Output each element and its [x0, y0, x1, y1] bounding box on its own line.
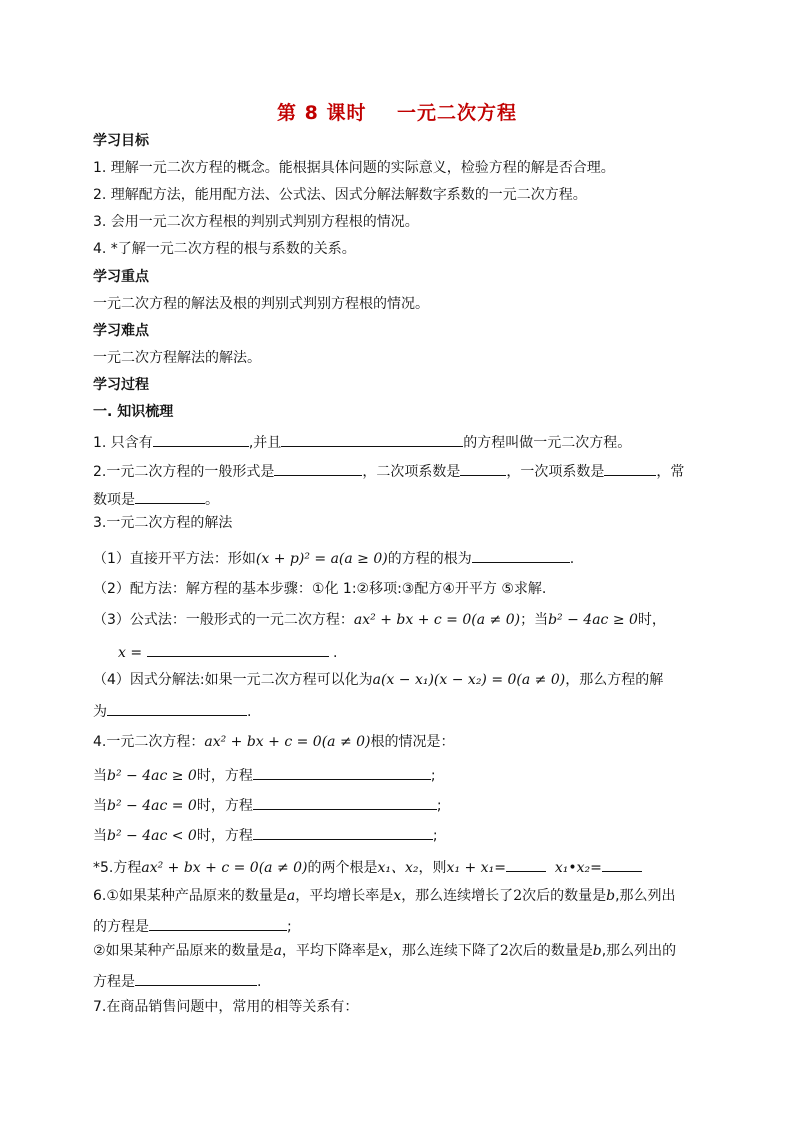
- goal-item-3: 3. 会用一元二次方程根的判别式判别方程根的情况。: [93, 214, 419, 230]
- lesson-number: 第 8 课时: [277, 102, 367, 124]
- q4-case-positive: 当b² − 4ac ≥ 0时，方程 ;: [93, 764, 436, 785]
- blank-q2-general-form[interactable]: [274, 460, 362, 476]
- question-2-cont: 数项是 。: [93, 488, 219, 509]
- blank-q2-quadratic-coef[interactable]: [460, 460, 506, 476]
- equation-m3: ax² + bx + c = 0(a ≠ 0): [353, 612, 521, 628]
- method-3-formula-cont: x = .: [118, 641, 337, 662]
- question-6-part-1-cont: 的方程是 ;: [93, 915, 292, 936]
- blank-q1-b[interactable]: [281, 431, 463, 447]
- question-6-part-1: 6.①如果某种产品原来的数量是a，平均增长率是x，那么连续增长了2次后的数量是b,那么列出: [93, 888, 676, 904]
- question-6-part-2: ②如果某种产品原来的数量是a，平均下降率是x，那么连续下降了2次后的数量是b,那么列出的: [93, 943, 677, 959]
- lesson-topic: 一元二次方程: [396, 102, 517, 124]
- blank-q2-constant[interactable]: [135, 488, 205, 504]
- question-3-heading: 3.一元二次方程的解法: [93, 515, 233, 531]
- blank-root-sum[interactable]: [506, 856, 546, 872]
- blank-m4-solution[interactable]: [107, 700, 247, 716]
- discriminant-condition-m3: b² − 4ac ≥ 0: [548, 612, 638, 628]
- blank-q4-case-2[interactable]: [253, 794, 437, 810]
- equation-q5: ax² + bx + c = 0(a ≠ 0): [141, 860, 308, 876]
- question-2: 2.一元二次方程的一般形式是 ，二次项系数是 ，一次项系数是 ，常: [93, 460, 684, 481]
- blank-q2-linear-coef[interactable]: [604, 460, 656, 476]
- blank-q4-case-1[interactable]: [253, 764, 431, 780]
- question-1: 1. 只含有 ,并且 的方程叫做一元二次方程。: [93, 431, 631, 452]
- blank-quadratic-formula[interactable]: [147, 641, 329, 657]
- question-6-part-2-cont: 方程是 .: [93, 970, 261, 991]
- method-3-formula: （3）公式法：一般形式的一元二次方程：ax² + bx + c = 0(a ≠ 0)；当b² − 4ac ≥ 0时，: [93, 612, 666, 628]
- goal-item-4: 4. *了解一元二次方程的根与系数的关系。: [93, 241, 356, 257]
- blank-q1-a[interactable]: [153, 431, 249, 447]
- equation-m1: (x + p)² = a(a ≥ 0): [255, 551, 388, 567]
- page-title: [0, 98, 794, 125]
- q4-case-negative: 当b² − 4ac < 0时，方程 ;: [93, 824, 438, 845]
- question-7: 7.在商品销售问题中，常用的相等关系有：: [93, 999, 359, 1015]
- question-5: *5.方程ax² + bx + c = 0(a ≠ 0)的两个根是x₁、x₂，则x₁ + x₁= x₁•x₂=: [93, 856, 642, 877]
- goals-heading: 学习目标: [93, 133, 149, 149]
- goal-item-1: 1. 理解一元二次方程的概念。能根据具体问题的实际意义，检验方程的解是否合理。: [93, 160, 615, 176]
- equation-q4: ax² + bx + c = 0(a ≠ 0): [204, 734, 371, 750]
- blank-q4-case-3[interactable]: [253, 824, 433, 840]
- keypoint-heading: 学习重点: [93, 269, 149, 285]
- blank-q6-growth-equation[interactable]: [149, 915, 287, 931]
- equation-m4: a(x − x₁)(x − x₂) = 0(a ≠ 0): [372, 672, 566, 688]
- method-1-square-root: （1）直接开平方法：形如(x + p)² = a(a ≥ 0)的方程的根为 .: [93, 547, 574, 568]
- keypoint-text: 一元二次方程的解法及根的判别式判别方程根的情况。: [93, 296, 429, 312]
- method-4-factoring: （4）因式分解法:如果一元二次方程可以化为a(x − x₁)(x − x₂) = 0(a ≠ 0)，那么方程的解: [93, 672, 664, 688]
- blank-m1-roots[interactable]: [472, 547, 570, 563]
- method-4-factoring-cont: 为 .: [93, 700, 251, 721]
- method-2-completing-square: （2）配方法：解方程的基本步骤：①化 1:②移项:③配方④开平方 ⑤求解.: [93, 581, 547, 597]
- q4-case-zero: 当b² − 4ac = 0时，方程 ;: [93, 794, 442, 815]
- goal-item-2: 2. 理解配方法，能用配方法、公式法、因式分解法解数字系数的一元二次方程。: [93, 187, 587, 203]
- question-4: 4.一元二次方程：ax² + bx + c = 0(a ≠ 0)根的情况是：: [93, 734, 455, 750]
- blank-root-product[interactable]: [602, 856, 642, 872]
- process-heading: 学习过程: [93, 377, 149, 393]
- difficulty-text: 一元二次方程解法的解法。: [93, 350, 261, 366]
- section-knowledge-heading: 一. 知识梳理: [93, 404, 174, 420]
- blank-q6-decline-equation[interactable]: [135, 970, 257, 986]
- difficulty-heading: 学习难点: [93, 323, 149, 339]
